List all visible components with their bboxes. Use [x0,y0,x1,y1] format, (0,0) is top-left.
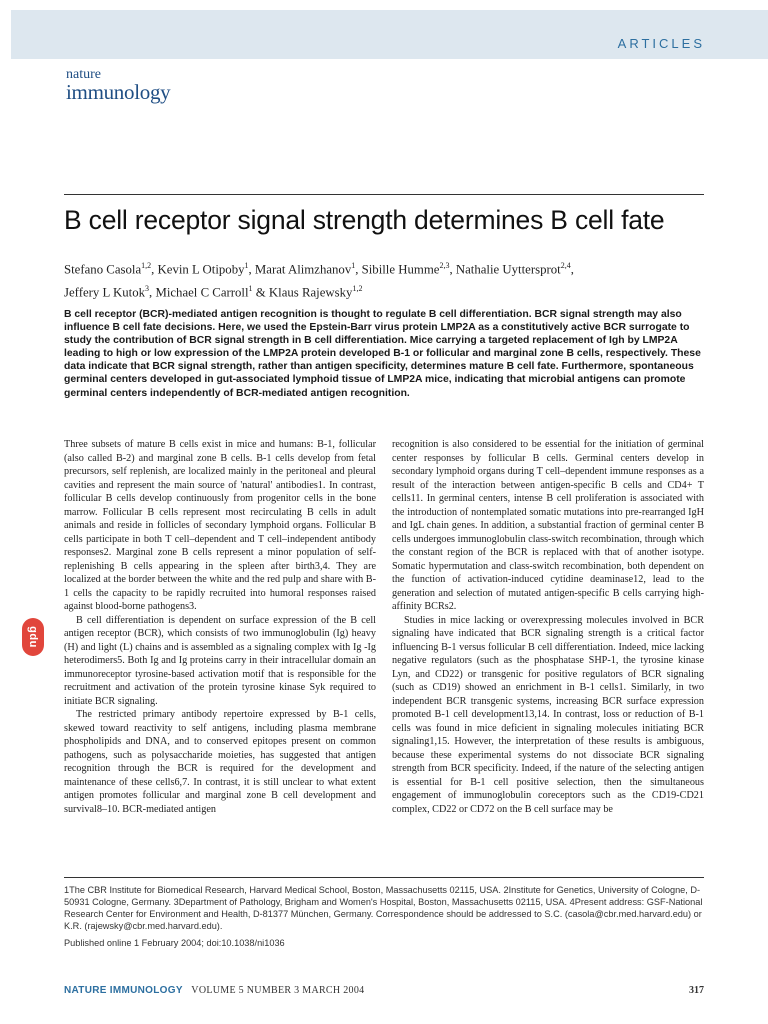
author-affiliation: 1 [244,261,249,270]
author-separator: , [570,262,574,277]
author: Stefano Casola [64,262,142,277]
author-affiliation: 3 [145,284,150,294]
author-affiliation: 1 [248,284,253,294]
author-separator: , [248,262,255,277]
abstract: B cell receptor (BCR)-mediated antigen recognition is thought to regulate B cell differentiation. BCR signal strength may also influence B cell fate decisions. Here, we used the Epstein-Barr virus protein LMP2A as a constitutively active BCR surrogate to study the contribution of BCR signal strength in B cell differentiation. Mice carrying a targeted replacement of Igh by LMP2A leading to high or low expression of the LMP2A protein developed B-1 or follicular and marginal zone B cells, respectively. These data indicate that BCR signal strength, rather than antigen specificity, determines mature B cell fate. Furthermore, spontaneous germinal centers developed in gut-associated lymphoid tissue of LMP2A mice, indicating that microbial antigens can promote germinal centers independently of BCR-mediated antigen recognition. [64,309,701,399]
journal-logo-nature: nature [66,67,101,82]
page-number: 317 [689,985,704,996]
footnote-divider [64,877,704,878]
author: Klaus Rajewsky [268,285,353,300]
title-divider [64,194,704,195]
author-separator: , [355,262,362,277]
author-affiliation: 1,2 [352,284,363,294]
stamp-text: gdu [26,626,39,648]
author-separator: , [149,285,156,300]
publication-info: Published online 1 February 2004; doi:10.1038/ni1036 [64,938,285,948]
article-title: B cell receptor signal strength determines B cell fate [64,205,665,235]
author: Marat Alimzhanov [254,262,352,277]
author-affiliation: 1,2 [141,261,152,270]
author-affiliation: 2,3 [439,261,450,270]
author-separator: & [252,285,269,300]
body-paragraph: Studies in mice lacking or overexpressing molecules involved in BCR signaling have indicated that BCR signaling strength is a critical factor influencing B-1 versus follicular B cell differentiation. Indeed, mice lacking negative regulators (such as the phosphatase SHP-1, the tyrosine kinase Lyn, and CD22) or transgenic for positive regulators of BCR signaling (such as CD19) showed an enrichment in B-1 cells1. Similarly, in two independent BCR transgenic systems, increasing BCR surface expression promoted B-1 cell development13,14. In contrast, loss or reduction of B-1 cells was found in mice deficient in signaling molecules initiating BCR signaling1,15. However, the interpretation of these results is ambiguous, because these experimental systems do not dissociate BCR signaling strength from BCR specificity. Indeed, if the nature of the selecting antigen is essential for B-1 cell positive selection, then the simultaneous engagement of immunoglobulin coreceptors such as the CD19-CD21 complex, CD22 or CD72 on the B cell surface may be [392,614,704,815]
author: Jeffery L Kutok [64,285,146,300]
author-affiliation: 2,4 [560,261,571,270]
page-footer [64,985,704,996]
affiliations: 1The CBR Institute for Biomedical Research, Harvard Medical School, Boston, Massachusetts 02115, USA. 2Institute for Genetics, University of Cologne, D-50931 Cologne, Germany. 3Department of Pathology, Brigham and Women's Hospital, Boston, Massachusetts 02115, USA. 4Present address: GSF-National Research Center for Environment and Health, D-81377 München, Germany. Correspondence should be addressed to S.C. (casola@cbr.med.harvard.edu) or K.R. (rajewsky@cbr.med.harvard.edu). [64,885,703,931]
author-separator: , [151,262,158,277]
author-affiliation: 1 [351,261,356,270]
header-banner [11,10,768,59]
body-paragraph: recognition is also considered to be essential for the initiation of germinal center responses by follicular B cells. Germinal centers develop in secondary lymphoid organs during T cell–dependent immune responses as a result of the interaction between antigen-specific B cells and CD4+ T cells11. In germinal centers, intense B cell proliferation is associated with the introduction of nontemplated somatic mutations into pre-rearranged IgH and IgL chain genes. In addition, a substantial fraction of germinal center B cells undergoes immunoglobulin class-switch recombination, through which the constant region of the BCR is replaced with that of another isotype. Somatic hypermutation and class-switch recombination, both dependent on the function of activation-induced cytidine deaminase12, lead to the generation and selection of mutated antigen-specific B cells carrying high-affinity BCRs2. [392,439,704,612]
publisher-stamp-icon [22,618,44,656]
body-paragraph: The restricted primary antibody repertoire expressed by B-1 cells, skewed toward reactivity to self antigens, including plasma membrane phospholipids and DNA, and to conserved epitopes present on common pathogens, such as polysaccharide moieties, has suggested that antigen recognition through the BCR is required for the development and maintenance of these cells6,7. In contrast, it is still unclear to what extent antigen promotes follicular and marginal zone B cell development and survival8–10. BCR-mediated antigen [64,709,376,815]
author-list [64,256,704,303]
footer-volume: VOLUME 5 NUMBER 3 MARCH 2004 [191,985,365,996]
author: Sibille Humme [361,262,440,277]
journal-logo-immunology: immunology [66,80,171,104]
body-column-right [392,438,704,816]
body-paragraph: Three subsets of mature B cells exist in mice and humans: B-1, follicular (also called B-2) and marginal zone B cells. B-1 cells develop from fetal precursors, self replenish, are localized mainly in the peritoneal and pleural cavities and represent the main source of 'natural' antibodies1. In contrast, follicular B cells develop continuously from progenitor cells in the bone marrow. Follicular B cells represent most recirculating B cells in adult animals and reside in follicles of secondary lymphoid organs. Follicular B cells participate in both T cell–dependent and T cell–independent antibody responses2. Marginal zone B cells represent a minor population of self-replenishing B cells appearing in the spleen after birth3,4. They are localized at the border between the white and the red pulp and share with B-1 cells the capacity to be rapidly recruited into humoral responses raised against blood-borne pathogens3. [64,439,376,612]
footer-journal: NATURE IMMUNOLOGY [64,985,183,996]
author: Nathalie Uyttersprot [455,262,561,277]
author: Kevin L Otipoby [157,262,245,277]
section-label: ARTICLES [617,36,705,51]
body-paragraph: B cell differentiation is dependent on surface expression of the B cell antigen receptor (BCR), which consists of two immunoglobulin (Ig) heavy (H) and light (L) chains and is assembled as a signaling complex with Ig -Ig heterodimers5. Both Ig and Ig proteins carry in their intracellular domain an immunoreceptor tyrosine-based activation motif that is responsible for the recruitment and activation of the protein tyrosine kinase Syk required to initiate BCR signaling. [64,614,376,707]
body-column-left [64,438,376,816]
author-separator: , [449,262,456,277]
author: Michael C Carroll [155,285,249,300]
